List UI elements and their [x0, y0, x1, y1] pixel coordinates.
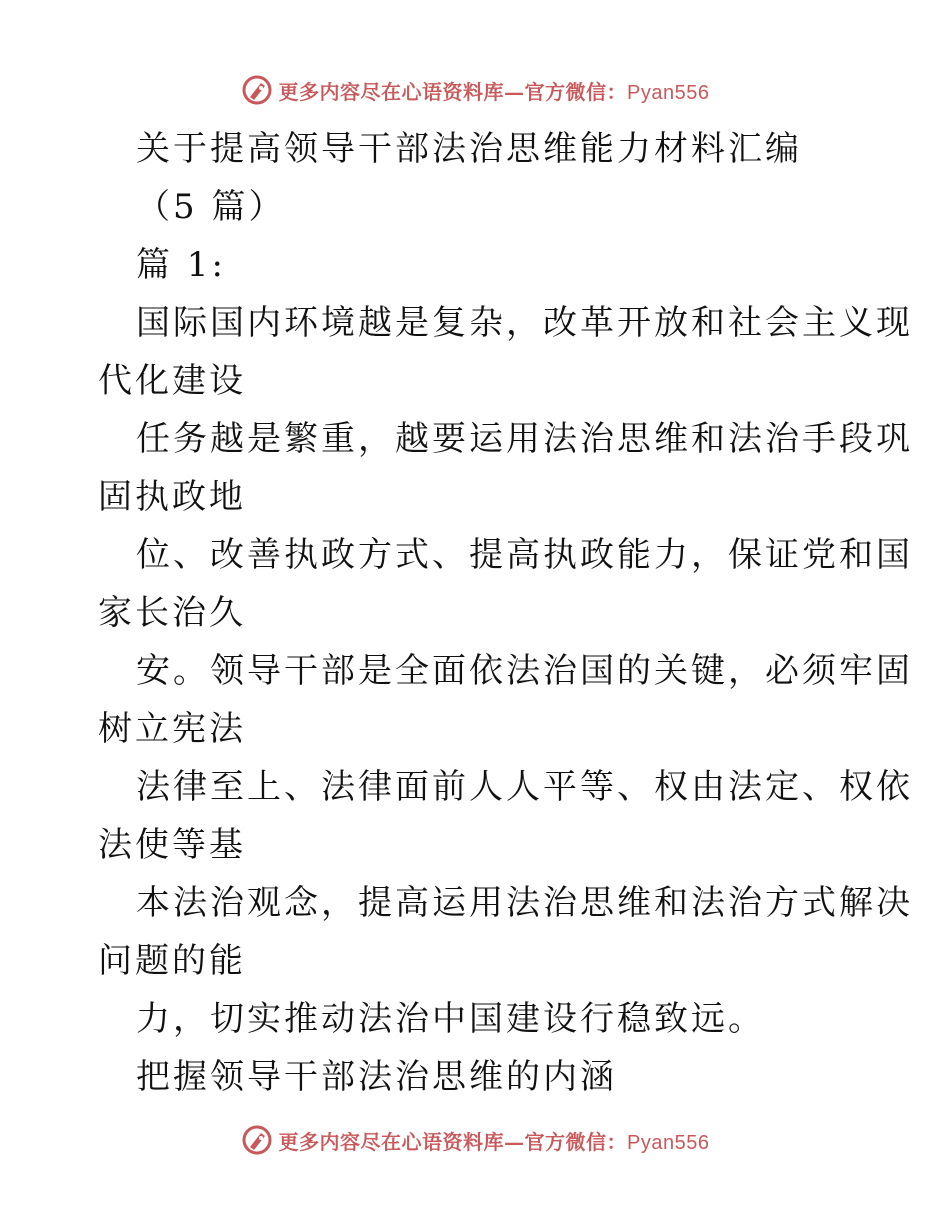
text-line: 法使等基 [98, 825, 246, 865]
text-line: 力，切实推动法治中国建设行稳致远。 [136, 999, 765, 1039]
footer-watermark [0, 1120, 950, 1160]
text-line: 树立宪法 [98, 709, 246, 749]
watermark-id: Pyan556 [627, 1131, 710, 1154]
text-line: 本法治观念，提高运用法治思维和法治方式解决 [136, 883, 913, 923]
text-line: （5 篇） [136, 187, 286, 227]
pen-logo-icon [241, 74, 273, 106]
text-line: 安。领导干部是全面依法治国的关键，必须牢固 [136, 651, 913, 691]
text-line: 关于提高领导干部法治思维能力材料汇编 [136, 129, 802, 169]
text-line: 篇 1: [136, 245, 226, 285]
text-line: 把握领导干部法治思维的内涵 [136, 1057, 617, 1097]
text-line: 代化建设 [98, 361, 246, 401]
watermark-text: 更多内容尽在心语资料库—官方微信：Pyan556 [278, 1129, 710, 1154]
text-line: 固执政地 [98, 477, 246, 517]
header-watermark [0, 70, 950, 110]
text-line: 位、改善执政方式、提高执政能力，保证党和国 [136, 535, 913, 575]
watermark-text: 更多内容尽在心语资料库—官方微信：Pyan556 [278, 79, 710, 104]
watermark-id: Pyan556 [627, 81, 710, 104]
pen-logo-icon [241, 1124, 273, 1156]
document-body [98, 120, 913, 1106]
text-line: 法律至上、法律面前人人平等、权由法定、权依 [136, 767, 913, 807]
text-line: 问题的能 [98, 941, 246, 981]
text-line: 国际国内环境越是复杂，改革开放和社会主义现 [136, 303, 913, 343]
text-line: 家长治久 [98, 593, 246, 633]
text-line: 任务越是繁重，越要运用法治思维和法治手段巩 [136, 419, 913, 459]
